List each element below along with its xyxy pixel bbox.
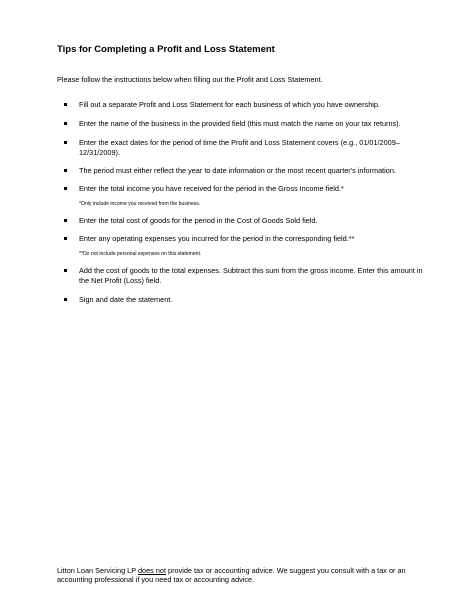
bullet-icon xyxy=(64,219,67,222)
list-item xyxy=(57,295,427,305)
bullet-icon xyxy=(64,122,67,125)
bullet-icon xyxy=(64,298,67,301)
bullet-icon xyxy=(64,269,67,272)
list-item-text: Enter the total cost of goods for the period in the Cost of Goods Sold field. xyxy=(79,215,318,225)
bullet-icon xyxy=(64,103,67,106)
list-item xyxy=(57,100,427,110)
list-item xyxy=(57,234,427,259)
disclaimer-footer xyxy=(57,566,427,585)
list-item-note: *Only include income you received from the business. xyxy=(79,201,201,207)
list-item-text: Sign and date the statement. xyxy=(79,294,173,304)
list-item xyxy=(57,184,427,209)
instruction-list xyxy=(57,100,427,304)
disclaimer-emphasis: does not xyxy=(138,566,166,575)
list-item-note: **Do not include personal expenses on this statement. xyxy=(79,251,202,257)
bullet-icon xyxy=(64,141,67,144)
list-item xyxy=(57,166,427,176)
list-item xyxy=(57,138,427,157)
intro-text: Please follow the instructions below when filling out the Profit and Loss Statement. xyxy=(57,75,323,84)
disclaimer-text-end: provide tax or accounting advice. We suggest you consult with a tax or an accounting professional if you need tax or accounting advice. xyxy=(57,566,406,585)
bullet-icon xyxy=(64,237,67,240)
bullet-icon xyxy=(64,187,67,190)
page-title: Tips for Completing a Profit and Loss Statement xyxy=(57,44,275,55)
list-item xyxy=(57,119,427,129)
bullet-icon xyxy=(64,169,67,172)
list-item xyxy=(57,266,427,285)
list-item-text: Add the cost of goods to the total expenses. Subtract this sum from the gross income. Enter this amount in the Net Profit (Loss) field. xyxy=(79,266,423,285)
list-item xyxy=(57,216,427,226)
list-item-text: The period must either reflect the year to date information or the most recent quarter's information. xyxy=(79,165,396,175)
disclaimer-text-start: Litton Loan Servicing LP xyxy=(57,566,138,575)
list-item-text: Enter the name of the business in the provided field (this must match the name on your tax returns). xyxy=(79,119,401,128)
list-item-text: Fill out a separate Profit and Loss Statement for each business of which you have ownership. xyxy=(79,100,380,109)
list-item-text: Enter the total income you have received for the period in the Gross Income field.* xyxy=(79,183,344,193)
list-item-text: Enter the exact dates for the period of time the Profit and Loss Statement covers (e.g., 01/01/2009– 12/31/2009). xyxy=(79,138,400,157)
list-item-text: Enter any operating expenses you incurred for the period in the corresponding field.** xyxy=(79,233,355,243)
